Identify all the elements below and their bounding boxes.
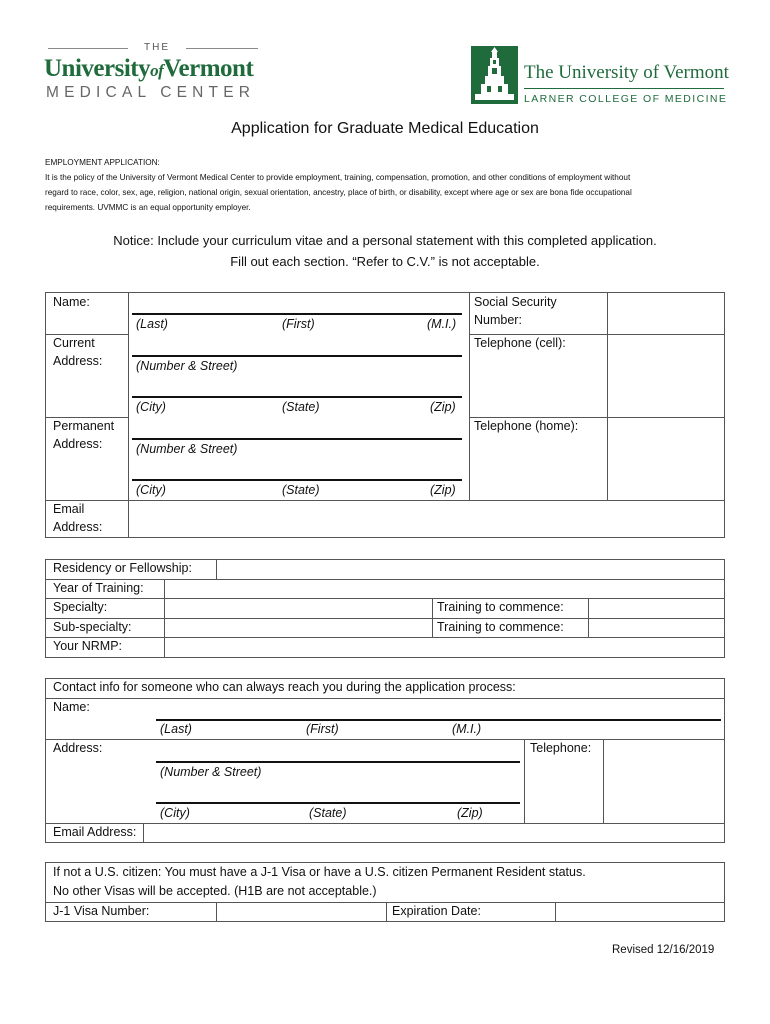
subspecialty-field[interactable] xyxy=(165,619,431,636)
telephone-home-field[interactable] xyxy=(608,418,724,499)
logo-rule-right xyxy=(186,48,258,49)
email-label-line1: Email xyxy=(53,502,85,516)
larner-logo-rule xyxy=(524,88,724,89)
policy-heading: EMPLOYMENT APPLICATION: xyxy=(45,158,160,167)
permanent-city-hint: (City) xyxy=(136,483,166,497)
current-address-label-line1: Current xyxy=(53,336,95,350)
policy-line-3: requirements. UVMMC is an equal opportunity employer. xyxy=(45,203,251,212)
visa-number-label: J-1 Visa Number: xyxy=(53,904,150,918)
current-street-field[interactable] xyxy=(132,355,462,357)
nrmp-field[interactable] xyxy=(165,638,724,657)
contact-telephone-field[interactable] xyxy=(604,740,724,822)
expiration-date-label: Expiration Date: xyxy=(392,904,481,918)
email-field[interactable] xyxy=(129,501,724,537)
contact-info-section xyxy=(45,678,725,843)
contact-email-label: Email Address: xyxy=(53,825,137,839)
ssn-label-line2: Number: xyxy=(474,313,522,327)
permanent-city-field[interactable] xyxy=(132,479,462,481)
nrmp-label: Your NRMP: xyxy=(53,639,123,653)
residency-label: Residency or Fellowship: xyxy=(53,561,192,575)
permanent-address-label-line1: Permanent xyxy=(53,419,115,433)
name-label: Name: xyxy=(53,295,90,309)
name-mi-hint: (M.I.) xyxy=(427,317,457,331)
subspecialty-commence-field[interactable] xyxy=(589,619,724,636)
specialty-training-commence-label: Training to commence: xyxy=(437,600,564,614)
name-first-hint: (First) xyxy=(282,317,315,331)
contact-heading: Contact info for someone who can always reach you during the application process: xyxy=(53,680,516,694)
current-address-label-line2: Address: xyxy=(53,354,103,368)
revised-date: Revised 12/16/2019 xyxy=(612,944,715,956)
contact-address-label: Address: xyxy=(53,741,103,755)
permanent-state-hint: (State) xyxy=(282,483,320,497)
policy-line-1: It is the policy of the University of Vermont Medical Center to provide employment, training, compensation, promotion, and other conditions of employment without xyxy=(45,173,631,182)
permanent-street-hint: (Number & Street) xyxy=(136,442,238,456)
specialty-label: Specialty: xyxy=(53,600,108,614)
uvm-logo-name: UniversityofVermont xyxy=(44,55,254,82)
specialty-commence-field[interactable] xyxy=(589,599,724,617)
contact-telephone-label: Telephone: xyxy=(530,741,592,755)
expiration-date-field[interactable] xyxy=(556,903,724,921)
contact-last-hint: (Last) xyxy=(160,722,192,736)
larner-logo-name: The University of Vermont xyxy=(524,62,729,83)
contact-email-field[interactable] xyxy=(144,824,724,842)
notice-line-2: Fill out each section. “Refer to C.V.” is not acceptable. xyxy=(230,254,540,269)
current-street-hint: (Number & Street) xyxy=(136,359,238,373)
contact-name-label: Name: xyxy=(53,700,90,714)
visa-notice-line1: If not a U.S. citizen: You must have a J-1 Visa or have a U.S. citizen Permanent Resident status. xyxy=(53,865,586,879)
visa-notice-line2: No other Visas will be accepted. (H1B are not acceptable.) xyxy=(53,884,377,898)
permanent-zip-hint: (Zip) xyxy=(430,483,456,497)
contact-city-field[interactable] xyxy=(156,802,520,804)
telephone-cell-field[interactable] xyxy=(608,335,724,416)
email-label-line2: Address: xyxy=(53,520,103,534)
tower-logo-icon xyxy=(471,46,518,104)
notice-line-1: Notice: Include your curriculum vitae and a personal statement with this completed application. xyxy=(113,233,657,248)
contact-street-hint: (Number & Street) xyxy=(160,765,262,779)
uvm-logo-the: THE xyxy=(144,42,170,53)
contact-zip-hint: (Zip) xyxy=(457,806,483,820)
policy-line-2: regard to race, color, sex, age, religion, national origin, sexual orientation, ancestry, place of birth, or disability, except where age or sex are bona fide occupational xyxy=(45,188,632,197)
contact-state-hint: (State) xyxy=(309,806,347,820)
logo-rule-left xyxy=(48,48,128,49)
telephone-home-label: Telephone (home): xyxy=(474,419,579,433)
name-field[interactable] xyxy=(132,313,462,315)
ssn-label-line1: Social Security xyxy=(474,295,557,309)
current-state-hint: (State) xyxy=(282,400,320,414)
contact-mi-hint: (M.I.) xyxy=(452,722,482,736)
program-info-section xyxy=(45,559,725,658)
contact-city-hint: (City) xyxy=(160,806,190,820)
permanent-address-label-line2: Address: xyxy=(53,437,103,451)
current-city-hint: (City) xyxy=(136,400,166,414)
larner-logo-subtitle: LARNER COLLEGE OF MEDICINE xyxy=(524,93,728,105)
contact-name-field[interactable] xyxy=(156,719,721,721)
year-of-training-label: Year of Training: xyxy=(53,581,144,595)
applicant-info-section xyxy=(45,292,725,538)
page-title: Application for Graduate Medical Education xyxy=(231,120,539,137)
specialty-field[interactable] xyxy=(165,599,431,617)
contact-first-hint: (First) xyxy=(306,722,339,736)
subspecialty-label: Sub-specialty: xyxy=(53,620,132,634)
visa-section xyxy=(45,862,725,922)
permanent-street-field[interactable] xyxy=(132,438,462,440)
subspecialty-training-commence-label: Training to commence: xyxy=(437,620,564,634)
current-zip-hint: (Zip) xyxy=(430,400,456,414)
contact-street-field[interactable] xyxy=(156,761,520,763)
residency-field[interactable] xyxy=(217,561,724,578)
telephone-cell-label: Telephone (cell): xyxy=(474,336,566,350)
current-city-field[interactable] xyxy=(132,396,462,398)
name-last-hint: (Last) xyxy=(136,317,168,331)
visa-number-field[interactable] xyxy=(217,903,385,921)
year-of-training-field[interactable] xyxy=(165,580,724,597)
ssn-field[interactable] xyxy=(608,294,724,333)
uvm-logo-medical-center: MEDICAL CENTER xyxy=(46,84,256,101)
